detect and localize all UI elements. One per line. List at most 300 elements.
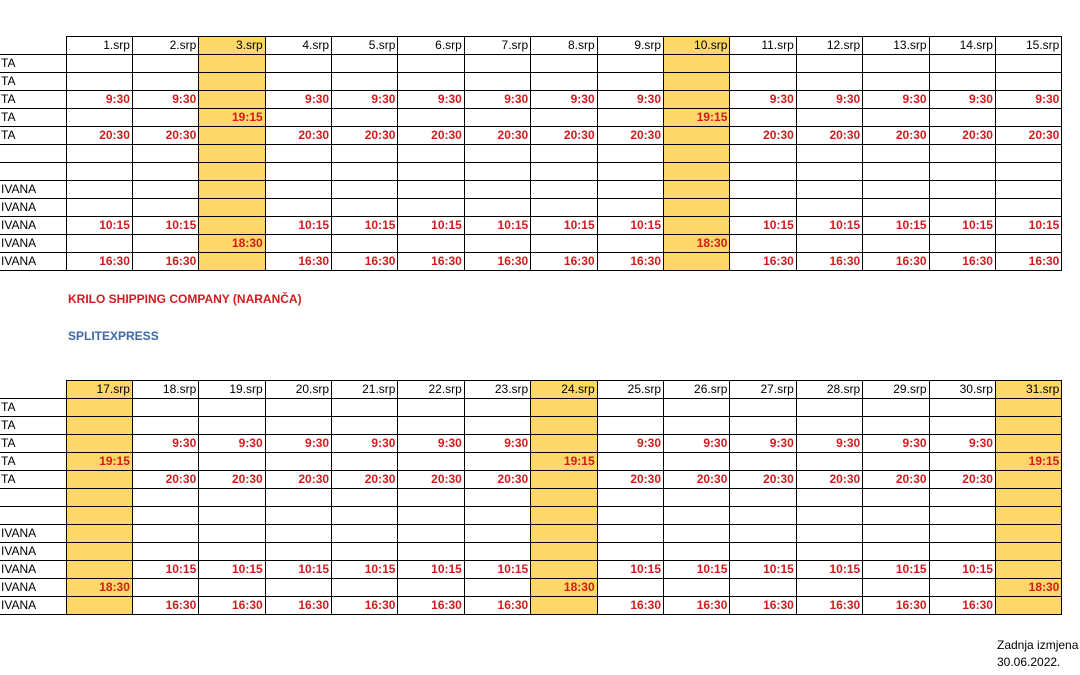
departure-time-cell: 16:30 — [332, 597, 398, 615]
schedule-row — [0, 73, 1062, 91]
departure-time-cell — [730, 453, 796, 471]
departure-time-cell — [730, 55, 796, 73]
row-label: IVANA — [0, 597, 66, 615]
departure-time-cell — [664, 55, 730, 73]
departure-time-cell: 10:15 — [597, 217, 663, 235]
departure-time-cell — [664, 145, 730, 163]
departure-time-cell: 10:15 — [929, 217, 995, 235]
departure-time-cell: 20:30 — [929, 127, 995, 145]
departure-time-cell — [332, 507, 398, 525]
date-header: 31.srp — [995, 381, 1061, 399]
date-header: 20.srp — [265, 381, 331, 399]
departure-time-cell: 20:30 — [597, 127, 663, 145]
departure-time-cell: 10:15 — [66, 217, 132, 235]
departure-time-cell: 10:15 — [796, 217, 862, 235]
departure-time-cell — [332, 543, 398, 561]
departure-time-cell: 16:30 — [265, 597, 331, 615]
departure-time-cell — [929, 543, 995, 561]
departure-time-cell — [464, 109, 530, 127]
departure-time-cell: 19:15 — [531, 453, 597, 471]
departure-time-cell — [265, 181, 331, 199]
departure-time-cell: 20:30 — [66, 127, 132, 145]
departure-time-cell: 20:30 — [199, 471, 265, 489]
departure-time-cell: 20:30 — [132, 127, 198, 145]
departure-time-cell — [464, 489, 530, 507]
departure-time-cell — [664, 217, 730, 235]
departure-time-cell: 10:15 — [132, 217, 198, 235]
departure-time-cell — [664, 253, 730, 271]
departure-time-cell — [132, 507, 198, 525]
departure-time-cell: 9:30 — [132, 91, 198, 109]
departure-time-cell: 18:30 — [199, 235, 265, 253]
departure-time-cell — [597, 525, 663, 543]
departure-time-cell: 16:30 — [464, 253, 530, 271]
departure-time-cell — [664, 525, 730, 543]
departure-time-cell: 9:30 — [597, 91, 663, 109]
departure-time-cell — [531, 489, 597, 507]
date-header: 30.srp — [929, 381, 995, 399]
date-header: 19.srp — [199, 381, 265, 399]
schedule-row — [0, 127, 1062, 145]
departure-time-cell — [730, 489, 796, 507]
departure-time-cell — [995, 73, 1061, 91]
departure-time-cell: 9:30 — [265, 435, 331, 453]
departure-time-cell — [265, 579, 331, 597]
departure-time-cell — [398, 489, 464, 507]
departure-time-cell — [199, 453, 265, 471]
departure-time-cell: 9:30 — [664, 435, 730, 453]
departure-time-cell — [398, 235, 464, 253]
departure-time-cell — [199, 217, 265, 235]
departure-time-cell — [199, 417, 265, 435]
departure-time-cell — [929, 489, 995, 507]
row-label: TA — [0, 435, 66, 453]
date-header: 3.srp — [199, 37, 265, 55]
date-header-row — [0, 381, 1062, 399]
schedule-row — [0, 163, 1062, 181]
departure-time-cell: 10:15 — [265, 561, 331, 579]
departure-time-cell — [597, 579, 663, 597]
departure-time-cell — [66, 163, 132, 181]
departure-time-cell: 9:30 — [863, 91, 929, 109]
departure-time-cell — [66, 55, 132, 73]
row-label — [0, 507, 66, 525]
row-label: TA — [0, 91, 66, 109]
departure-time-cell — [332, 163, 398, 181]
row-label: IVANA — [0, 235, 66, 253]
departure-time-cell — [730, 579, 796, 597]
departure-time-cell — [597, 417, 663, 435]
departure-time-cell — [664, 399, 730, 417]
departure-time-cell — [863, 507, 929, 525]
departure-time-cell — [531, 181, 597, 199]
row-label: TA — [0, 417, 66, 435]
date-header-row — [0, 37, 1062, 55]
departure-time-cell — [265, 163, 331, 181]
departure-time-cell — [664, 543, 730, 561]
date-header: 8.srp — [531, 37, 597, 55]
departure-time-cell — [796, 109, 862, 127]
departure-time-cell — [398, 199, 464, 217]
departure-time-cell: 9:30 — [531, 91, 597, 109]
departure-time-cell — [664, 199, 730, 217]
departure-time-cell — [730, 199, 796, 217]
departure-time-cell — [796, 417, 862, 435]
departure-time-cell — [398, 73, 464, 91]
departure-time-cell — [531, 73, 597, 91]
departure-time-cell — [66, 525, 132, 543]
departure-time-cell — [863, 73, 929, 91]
date-header: 7.srp — [464, 37, 530, 55]
departure-time-cell — [398, 181, 464, 199]
departure-time-cell: 16:30 — [132, 597, 198, 615]
departure-time-cell: 16:30 — [863, 253, 929, 271]
departure-time-cell: 10:15 — [332, 217, 398, 235]
departure-time-cell — [730, 109, 796, 127]
schedule-table-first-half — [0, 36, 1062, 271]
departure-time-cell — [132, 235, 198, 253]
departure-time-cell — [995, 525, 1061, 543]
schedule-row — [0, 417, 1062, 435]
departure-time-cell — [398, 579, 464, 597]
departure-time-cell — [929, 199, 995, 217]
departure-time-cell — [398, 163, 464, 181]
departure-time-cell — [199, 145, 265, 163]
departure-time-cell: 10:15 — [796, 561, 862, 579]
departure-time-cell — [332, 417, 398, 435]
departure-time-cell — [265, 73, 331, 91]
departure-time-cell — [597, 399, 663, 417]
departure-time-cell — [995, 489, 1061, 507]
departure-time-cell — [929, 579, 995, 597]
schedule-row — [0, 561, 1062, 579]
departure-time-cell — [132, 417, 198, 435]
row-label: IVANA — [0, 561, 66, 579]
departure-time-cell — [664, 453, 730, 471]
departure-time-cell — [597, 235, 663, 253]
departure-time-cell: 10:15 — [995, 217, 1061, 235]
departure-time-cell: 20:30 — [730, 471, 796, 489]
departure-time-cell — [265, 489, 331, 507]
departure-time-cell: 9:30 — [464, 435, 530, 453]
date-header: 2.srp — [132, 37, 198, 55]
date-header: 17.srp — [66, 381, 132, 399]
departure-time-cell: 20:30 — [664, 471, 730, 489]
date-header: 24.srp — [531, 381, 597, 399]
departure-time-cell — [66, 199, 132, 217]
departure-time-cell — [464, 199, 530, 217]
departure-time-cell: 9:30 — [265, 91, 331, 109]
departure-time-cell — [796, 235, 862, 253]
schedule-row — [0, 543, 1062, 561]
departure-time-cell — [199, 163, 265, 181]
departure-time-cell — [332, 181, 398, 199]
row-label: TA — [0, 55, 66, 73]
departure-time-cell — [597, 55, 663, 73]
departure-time-cell — [199, 525, 265, 543]
departure-time-cell — [66, 489, 132, 507]
departure-time-cell — [398, 543, 464, 561]
departure-time-cell — [199, 181, 265, 199]
row-label: IVANA — [0, 543, 66, 561]
departure-time-cell — [597, 507, 663, 525]
departure-time-cell — [531, 543, 597, 561]
departure-time-cell — [796, 163, 862, 181]
schedule-row — [0, 453, 1062, 471]
departure-time-cell: 16:30 — [66, 253, 132, 271]
departure-time-cell: 18:30 — [531, 579, 597, 597]
legend-splitexpress: SPLITEXPRESS — [68, 329, 159, 343]
departure-time-cell — [597, 73, 663, 91]
row-label: TA — [0, 399, 66, 417]
departure-time-cell — [265, 109, 331, 127]
departure-time-cell — [664, 163, 730, 181]
departure-time-cell — [265, 399, 331, 417]
row-label: TA — [0, 109, 66, 127]
departure-time-cell — [863, 199, 929, 217]
departure-time-cell — [796, 73, 862, 91]
departure-time-cell — [664, 181, 730, 199]
departure-time-cell — [531, 561, 597, 579]
departure-time-cell — [132, 489, 198, 507]
departure-time-cell: 10:15 — [398, 217, 464, 235]
departure-time-cell: 20:30 — [531, 127, 597, 145]
departure-time-cell — [132, 73, 198, 91]
date-header: 27.srp — [730, 381, 796, 399]
date-header: 13.srp — [863, 37, 929, 55]
schedule-row — [0, 471, 1062, 489]
departure-time-cell: 16:30 — [929, 597, 995, 615]
departure-time-cell: 10:15 — [398, 561, 464, 579]
date-header: 10.srp — [664, 37, 730, 55]
departure-time-cell — [332, 399, 398, 417]
departure-time-cell — [66, 181, 132, 199]
schedule-row — [0, 435, 1062, 453]
departure-time-cell — [929, 73, 995, 91]
departure-time-cell: 9:30 — [597, 435, 663, 453]
departure-time-cell — [66, 73, 132, 91]
header-corner — [0, 381, 66, 399]
departure-time-cell: 10:15 — [531, 217, 597, 235]
departure-time-cell: 9:30 — [995, 91, 1061, 109]
departure-time-cell — [730, 399, 796, 417]
departure-time-cell: 10:15 — [332, 561, 398, 579]
row-label: TA — [0, 471, 66, 489]
departure-time-cell — [929, 181, 995, 199]
departure-time-cell — [464, 579, 530, 597]
departure-time-cell — [265, 507, 331, 525]
departure-time-cell: 19:15 — [199, 109, 265, 127]
date-header: 1.srp — [66, 37, 132, 55]
departure-time-cell — [265, 453, 331, 471]
departure-time-cell: 9:30 — [929, 91, 995, 109]
departure-time-cell: 9:30 — [132, 435, 198, 453]
date-header: 15.srp — [995, 37, 1061, 55]
departure-time-cell — [597, 109, 663, 127]
departure-time-cell — [531, 235, 597, 253]
departure-time-cell — [398, 507, 464, 525]
departure-time-cell — [199, 55, 265, 73]
departure-time-cell — [398, 55, 464, 73]
date-header: 21.srp — [332, 381, 398, 399]
departure-time-cell — [597, 163, 663, 181]
departure-time-cell: 9:30 — [796, 91, 862, 109]
departure-time-cell — [132, 181, 198, 199]
departure-time-cell — [66, 471, 132, 489]
departure-time-cell: 20:30 — [265, 127, 331, 145]
departure-time-cell — [464, 507, 530, 525]
departure-time-cell: 20:30 — [332, 471, 398, 489]
departure-time-cell — [796, 543, 862, 561]
departure-time-cell — [929, 507, 995, 525]
departure-time-cell: 9:30 — [730, 435, 796, 453]
departure-time-cell — [464, 417, 530, 435]
schedule-row — [0, 55, 1062, 73]
date-header: 12.srp — [796, 37, 862, 55]
departure-time-cell — [66, 109, 132, 127]
row-label — [0, 489, 66, 507]
departure-time-cell — [464, 163, 530, 181]
departure-time-cell — [597, 181, 663, 199]
departure-time-cell — [332, 489, 398, 507]
departure-time-cell — [66, 597, 132, 615]
departure-time-cell: 10:15 — [929, 561, 995, 579]
departure-time-cell — [332, 579, 398, 597]
departure-time-cell — [730, 235, 796, 253]
departure-time-cell — [464, 399, 530, 417]
departure-time-cell — [464, 145, 530, 163]
departure-time-cell — [265, 417, 331, 435]
departure-time-cell — [863, 399, 929, 417]
departure-time-cell: 16:30 — [664, 597, 730, 615]
departure-time-cell — [531, 145, 597, 163]
departure-time-cell — [597, 543, 663, 561]
departure-time-cell — [995, 435, 1061, 453]
date-header: 9.srp — [597, 37, 663, 55]
departure-time-cell: 9:30 — [464, 91, 530, 109]
departure-time-cell — [664, 579, 730, 597]
departure-time-cell — [199, 199, 265, 217]
departure-time-cell — [664, 127, 730, 145]
date-header: 28.srp — [796, 381, 862, 399]
departure-time-cell — [398, 453, 464, 471]
row-label: TA — [0, 453, 66, 471]
departure-time-cell: 9:30 — [398, 91, 464, 109]
departure-time-cell — [929, 163, 995, 181]
departure-time-cell — [730, 543, 796, 561]
departure-time-cell — [863, 235, 929, 253]
departure-time-cell: 20:30 — [132, 471, 198, 489]
departure-time-cell — [995, 597, 1061, 615]
date-header: 14.srp — [929, 37, 995, 55]
departure-time-cell: 20:30 — [398, 471, 464, 489]
departure-time-cell — [796, 579, 862, 597]
departure-time-cell: 19:15 — [995, 453, 1061, 471]
departure-time-cell — [863, 55, 929, 73]
schedule-table-second-half — [0, 380, 1062, 615]
departure-time-cell: 16:30 — [730, 597, 796, 615]
departure-time-cell — [531, 471, 597, 489]
departure-time-cell — [995, 181, 1061, 199]
legend-krilo-shipping: KRILO SHIPPING COMPANY (NARANČA) — [68, 292, 302, 306]
departure-time-cell — [863, 163, 929, 181]
schedule-row — [0, 399, 1062, 417]
row-label: IVANA — [0, 525, 66, 543]
departure-time-cell — [730, 163, 796, 181]
schedule-row — [0, 181, 1062, 199]
departure-time-cell — [199, 91, 265, 109]
departure-time-cell — [332, 235, 398, 253]
departure-time-cell — [464, 181, 530, 199]
departure-time-cell: 9:30 — [199, 435, 265, 453]
departure-time-cell: 20:30 — [796, 471, 862, 489]
departure-time-cell — [730, 507, 796, 525]
departure-time-cell — [332, 145, 398, 163]
departure-time-cell — [929, 417, 995, 435]
departure-time-cell — [66, 417, 132, 435]
departure-time-cell — [597, 145, 663, 163]
departure-time-cell — [929, 235, 995, 253]
last-change-date: 30.06.2022. — [997, 655, 1061, 669]
departure-time-cell — [531, 435, 597, 453]
departure-time-cell — [995, 543, 1061, 561]
departure-time-cell — [664, 489, 730, 507]
departure-time-cell: 16:30 — [464, 597, 530, 615]
departure-time-cell — [265, 145, 331, 163]
departure-time-cell — [398, 145, 464, 163]
departure-time-cell — [929, 453, 995, 471]
departure-time-cell — [199, 399, 265, 417]
departure-time-cell — [66, 145, 132, 163]
row-label: IVANA — [0, 253, 66, 271]
departure-time-cell: 19:15 — [66, 453, 132, 471]
departure-time-cell — [531, 597, 597, 615]
departure-time-cell: 16:30 — [597, 597, 663, 615]
departure-time-cell — [199, 127, 265, 145]
departure-time-cell — [132, 525, 198, 543]
departure-time-cell — [66, 235, 132, 253]
schedule-row — [0, 91, 1062, 109]
departure-time-cell — [332, 525, 398, 543]
schedule-row — [0, 217, 1062, 235]
row-label: IVANA — [0, 579, 66, 597]
last-change-label: Zadnja izmjena — [997, 638, 1079, 652]
date-header: 26.srp — [664, 381, 730, 399]
departure-time-cell — [332, 73, 398, 91]
departure-time-cell — [796, 399, 862, 417]
schedule-row — [0, 489, 1062, 507]
departure-time-cell: 9:30 — [332, 91, 398, 109]
departure-time-cell — [995, 235, 1061, 253]
departure-time-cell: 20:30 — [730, 127, 796, 145]
departure-time-cell — [730, 417, 796, 435]
departure-time-cell — [66, 399, 132, 417]
departure-time-cell — [66, 543, 132, 561]
departure-time-cell — [132, 579, 198, 597]
departure-time-cell — [796, 489, 862, 507]
departure-time-cell — [464, 453, 530, 471]
departure-time-cell — [132, 199, 198, 217]
date-header: 4.srp — [265, 37, 331, 55]
departure-time-cell — [332, 453, 398, 471]
departure-time-cell — [199, 489, 265, 507]
departure-time-cell: 10:15 — [863, 217, 929, 235]
departure-time-cell: 10:15 — [863, 561, 929, 579]
departure-time-cell — [66, 435, 132, 453]
departure-time-cell: 16:30 — [796, 597, 862, 615]
departure-time-cell: 16:30 — [332, 253, 398, 271]
schedule-row — [0, 525, 1062, 543]
